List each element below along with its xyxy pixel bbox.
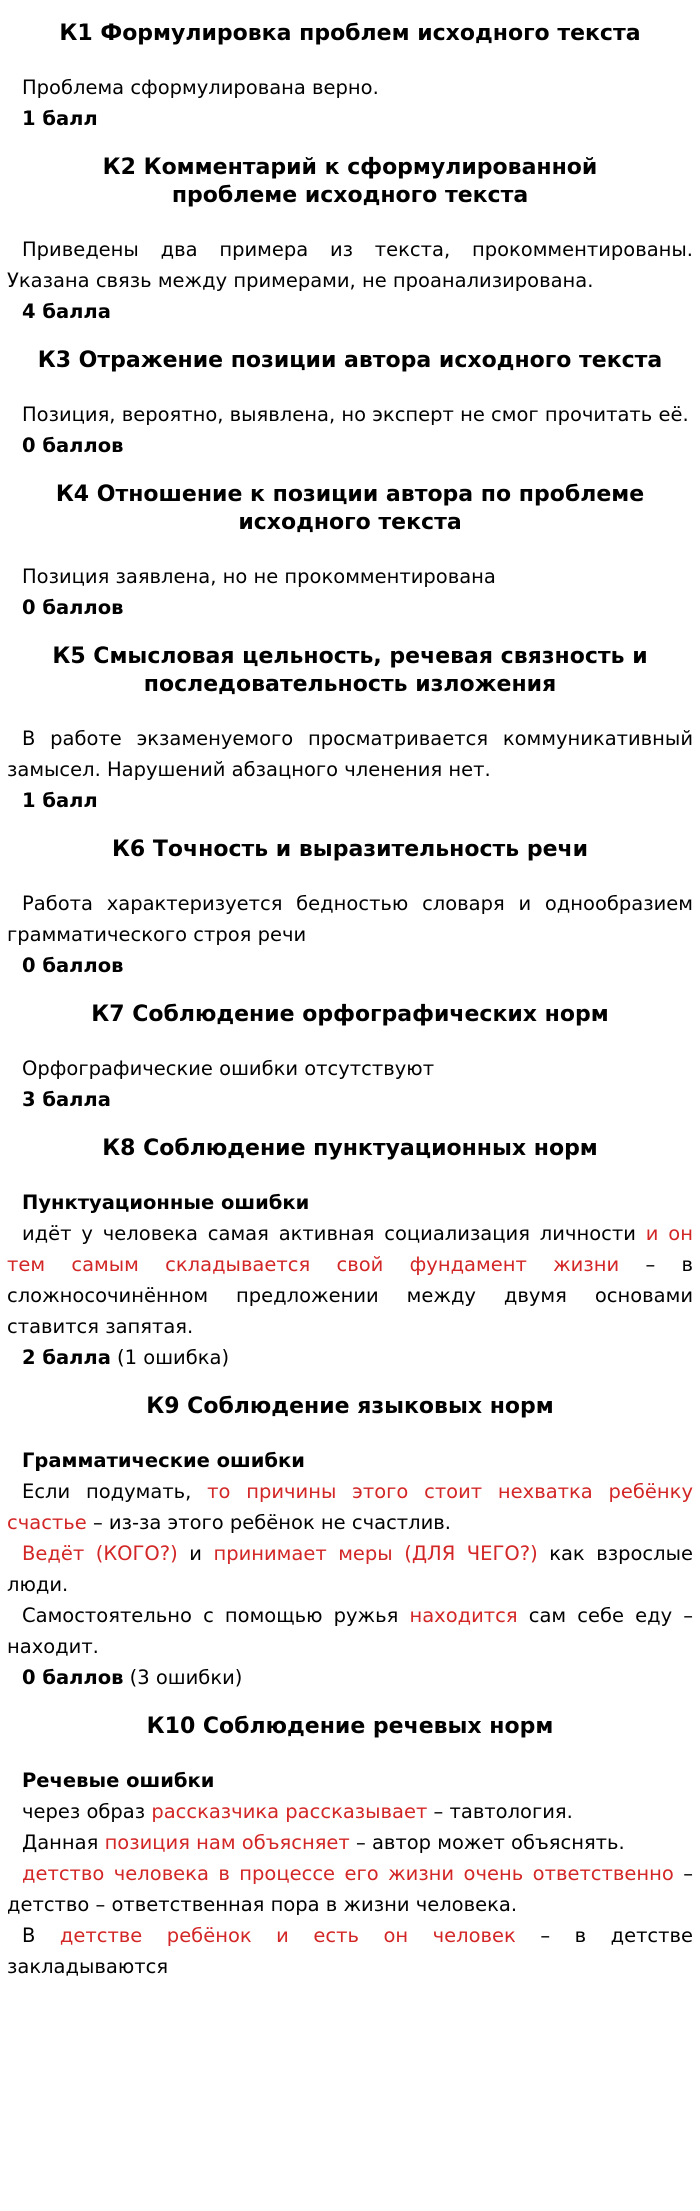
section-k8 [7,1115,693,1373]
section-k3 [7,327,693,461]
errors-subheading: Грамматические ошибки [22,1449,305,1472]
section-score: 0 баллов [22,596,124,619]
error-highlight: находится [409,1604,518,1627]
section-comment: Проблема сформулирована верно. [22,76,379,99]
error-explanation: – автор может объяснять. [349,1831,625,1854]
error-example [7,1796,693,1827]
section-k9 [7,1373,693,1693]
error-highlight: детстве ребёнок и есть он человек [59,1924,516,1947]
error-explanation: – в детстве закладываются [7,1924,693,1978]
section-title: К5 Смысловая цельность, речевая связность и последовательность изложения [52,644,648,697]
error-explanation: сам себе еду – находит. [7,1604,693,1658]
score-value: 0 баллов [22,1666,124,1689]
section-comment: Позиция заявлена, но не прокомментирована [22,565,496,588]
error-example [7,1920,693,1982]
error-context: идёт у человека самая активная социализация личности [22,1222,646,1245]
section-k5 [7,623,693,816]
section-score: 3 балла [22,1088,111,1111]
error-context: через образ [22,1800,152,1823]
error-explanation: – детство – ответственная пора в жизни человека. [7,1862,693,1916]
section-comment: В работе экзаменуемого просматривается коммуникативный замысел. Нарушений абзацного членения нет. [7,727,693,781]
section-k2 [7,134,693,327]
section-title: К4 Отношение к позиции автора по проблеме исходного текста [55,482,645,535]
section-title: К3 Отражение позиции автора исходного текста [37,348,663,373]
error-highlight: и он тем самым складывается свой фундамент жизни [7,1222,693,1276]
section-score: 0 баллов [22,954,124,977]
section-k4 [7,461,693,623]
error-explanation: – в сложносочинённом предложении между двумя основами ставится запятая. [7,1253,693,1338]
error-highlight: рассказчика рассказывает [151,1800,428,1823]
error-example [7,1600,693,1662]
error-context: и [177,1542,214,1565]
section-k6 [7,816,693,981]
section-k1 [7,0,693,134]
section-title: К9 Соблюдение языковых норм [146,1394,554,1419]
error-highlight: то причины этого стоит нехватка ребёнку счастье [7,1480,693,1534]
section-comment: Работа характеризуется бедностью словаря и однообразием грамматического строя речи [7,892,693,946]
error-highlight: позиция нам объясняет [104,1831,350,1854]
section-title: К1 Формулировка проблем исходного текста [59,21,641,46]
error-highlight: детство человека в процессе его жизни очень ответственно [22,1862,674,1885]
error-highlight: принимает меры (ДЛЯ ЧЕГО?) [213,1542,538,1565]
error-context: Данная [22,1831,105,1854]
section-title: К2 Комментарий к сформулированной проблеме исходного текста [102,155,598,208]
error-explanation: как взрослые люди. [7,1542,693,1596]
section-title: К7 Соблюдение орфографических норм [91,1002,609,1027]
error-explanation: – из-за этого ребёнок не счастлив. [86,1511,451,1534]
errors-subheading: Речевые ошибки [22,1769,215,1792]
error-example [7,1218,693,1342]
error-context: Если подумать, [22,1480,208,1503]
error-context: Самостоятельно с помощью ружья [22,1604,410,1627]
section-score: 1 балл [22,107,98,130]
section-comment: Приведены два примера из текста, прокомментированы. Указана связь между примерами, не проанализирована. [7,238,693,292]
error-example [7,1827,693,1858]
score-note: (3 ошибки) [123,1666,243,1689]
section-score [7,1342,693,1373]
errors-subheading: Пунктуационные ошибки [22,1191,310,1214]
section-score [7,1662,693,1693]
section-title: К10 Соблюдение речевых норм [146,1714,554,1739]
section-comment: Орфографические ошибки отсутствуют [22,1057,435,1080]
error-example [7,1476,693,1538]
section-title: К8 Соблюдение пунктуационных норм [102,1136,598,1161]
error-example [7,1538,693,1600]
error-explanation: – тавтология. [427,1800,573,1823]
section-k7 [7,981,693,1115]
score-note: (1 ошибка) [110,1346,230,1369]
error-example [7,1858,693,1920]
section-score: 4 балла [22,300,111,323]
section-comment: Позиция, вероятно, выявлена, но эксперт не смог прочитать её. [22,403,689,426]
score-value: 2 балла [22,1346,111,1369]
error-highlight: Ведёт (КОГО?) [22,1542,178,1565]
section-k10 [7,1693,693,1982]
section-title: К6 Точность и выразительность речи [111,837,589,862]
error-context: В [22,1924,60,1947]
section-score: 1 балл [22,789,98,812]
section-score: 0 баллов [22,434,124,457]
